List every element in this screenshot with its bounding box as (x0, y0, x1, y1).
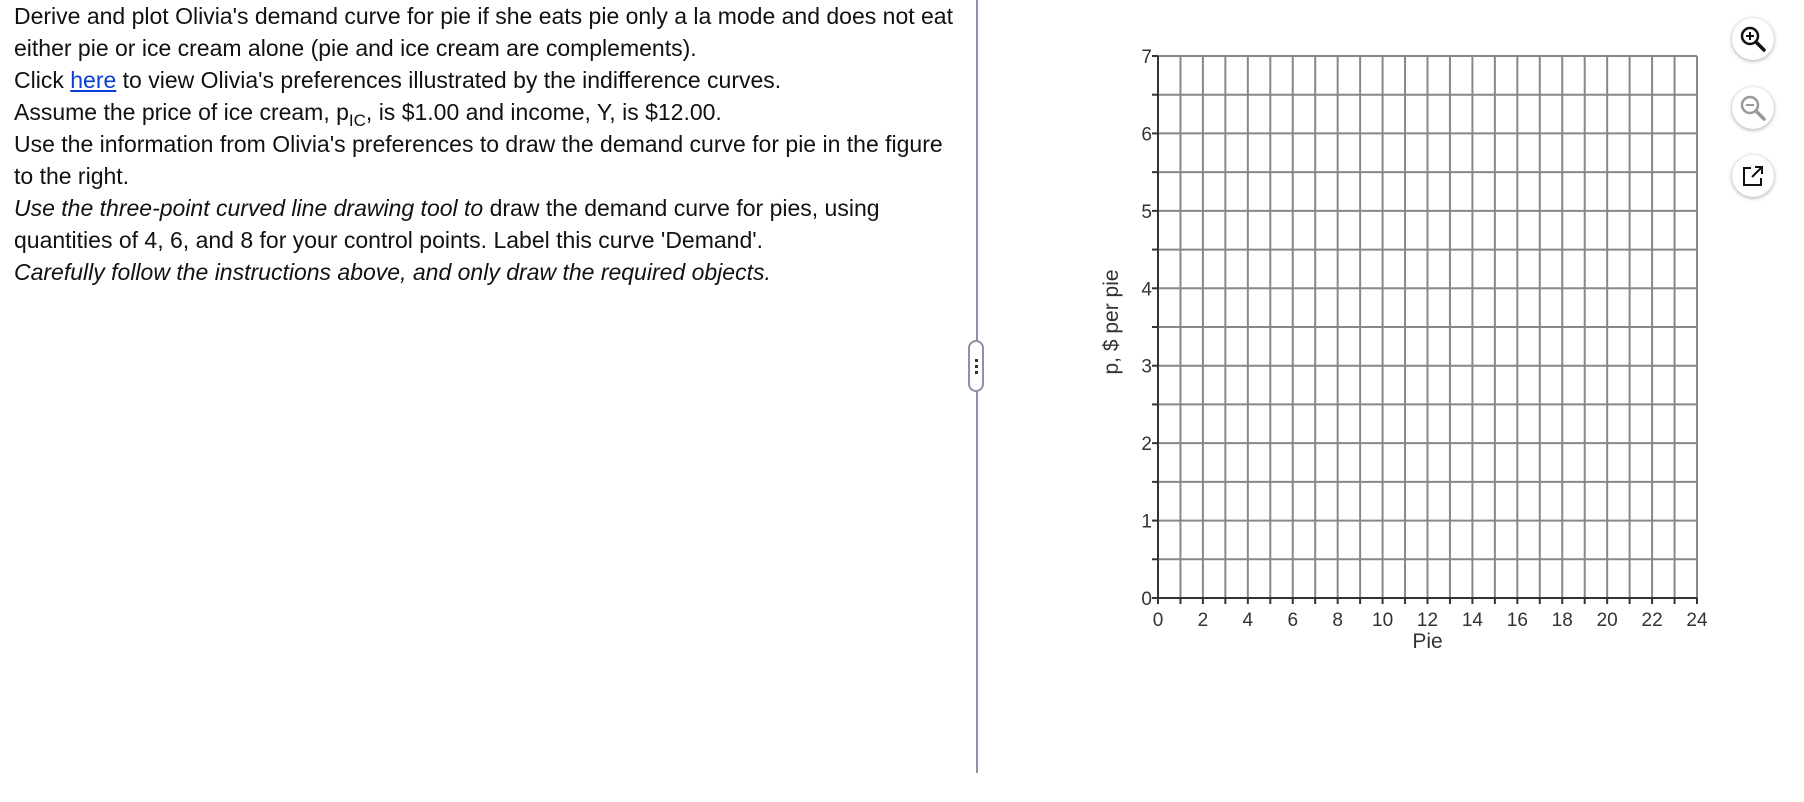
x-tick-label: 12 (1416, 610, 1439, 631)
y-tick-label: 3 (1141, 356, 1152, 378)
y-tick-label: 4 (1141, 279, 1152, 301)
popout-icon (1740, 163, 1766, 189)
text: Use the three-point curved line drawing tool to (14, 195, 484, 221)
x-tick-label: 0 (1152, 610, 1164, 631)
popout-button[interactable] (1732, 155, 1774, 197)
x-axis-label: Pie (1412, 630, 1443, 653)
zoom-out-button[interactable] (1732, 87, 1774, 129)
y-tick-label: 5 (1141, 201, 1152, 223)
text: Assume the price of ice cream, p (14, 99, 349, 125)
x-tick-label: 24 (1686, 610, 1708, 631)
zoom-in-icon (1738, 24, 1768, 54)
y-tick-label: 0 (1141, 589, 1152, 610)
text: Click (14, 67, 71, 93)
x-tick-label: 22 (1641, 610, 1663, 631)
x-tick-label: 10 (1372, 610, 1394, 631)
zoom-out-icon (1738, 93, 1768, 123)
x-tick-label: 2 (1197, 610, 1209, 631)
question-intro: Derive and plot Olivia's demand curve for pie if she eats pie only a la mode and does not eat either pie or ice cream alone (pie and ice cream are complements). (14, 3, 953, 61)
x-tick-label: 8 (1332, 610, 1343, 631)
text: Carefully follow the instructions above, and only draw the required objects. (14, 259, 771, 285)
text: to view Olivia's preferences illustrated by the indifference curves. (116, 67, 782, 93)
y-tick-label: 1 (1141, 511, 1152, 533)
y-tick-label: 6 (1141, 124, 1152, 146)
x-tick-label: 4 (1242, 610, 1254, 631)
subscript: IC (348, 111, 366, 130)
y-tick-label: 7 (1141, 47, 1152, 68)
text: draw the demand curve for pies, using quantities of 4, 6, and 8 for your control points. Label this curve 'Demand'. (14, 195, 880, 253)
x-tick-label: 18 (1551, 610, 1573, 631)
x-tick-label: 20 (1596, 610, 1618, 631)
zoom-in-button[interactable] (1732, 18, 1774, 60)
x-tick-label: 16 (1506, 610, 1528, 631)
question-instruction: Use the information from Olivia's preferences to draw the demand curve for pie in the figure to the right. (14, 131, 943, 189)
y-tick-label: 2 (1141, 434, 1152, 456)
text: , is $1.00 and income, Y, is $12.00. (365, 99, 722, 125)
x-tick-label: 6 (1287, 610, 1299, 631)
here-link[interactable]: here (70, 67, 117, 93)
y-axis-label: p, $ per pie (1100, 269, 1123, 375)
x-tick-label: 14 (1461, 610, 1483, 631)
